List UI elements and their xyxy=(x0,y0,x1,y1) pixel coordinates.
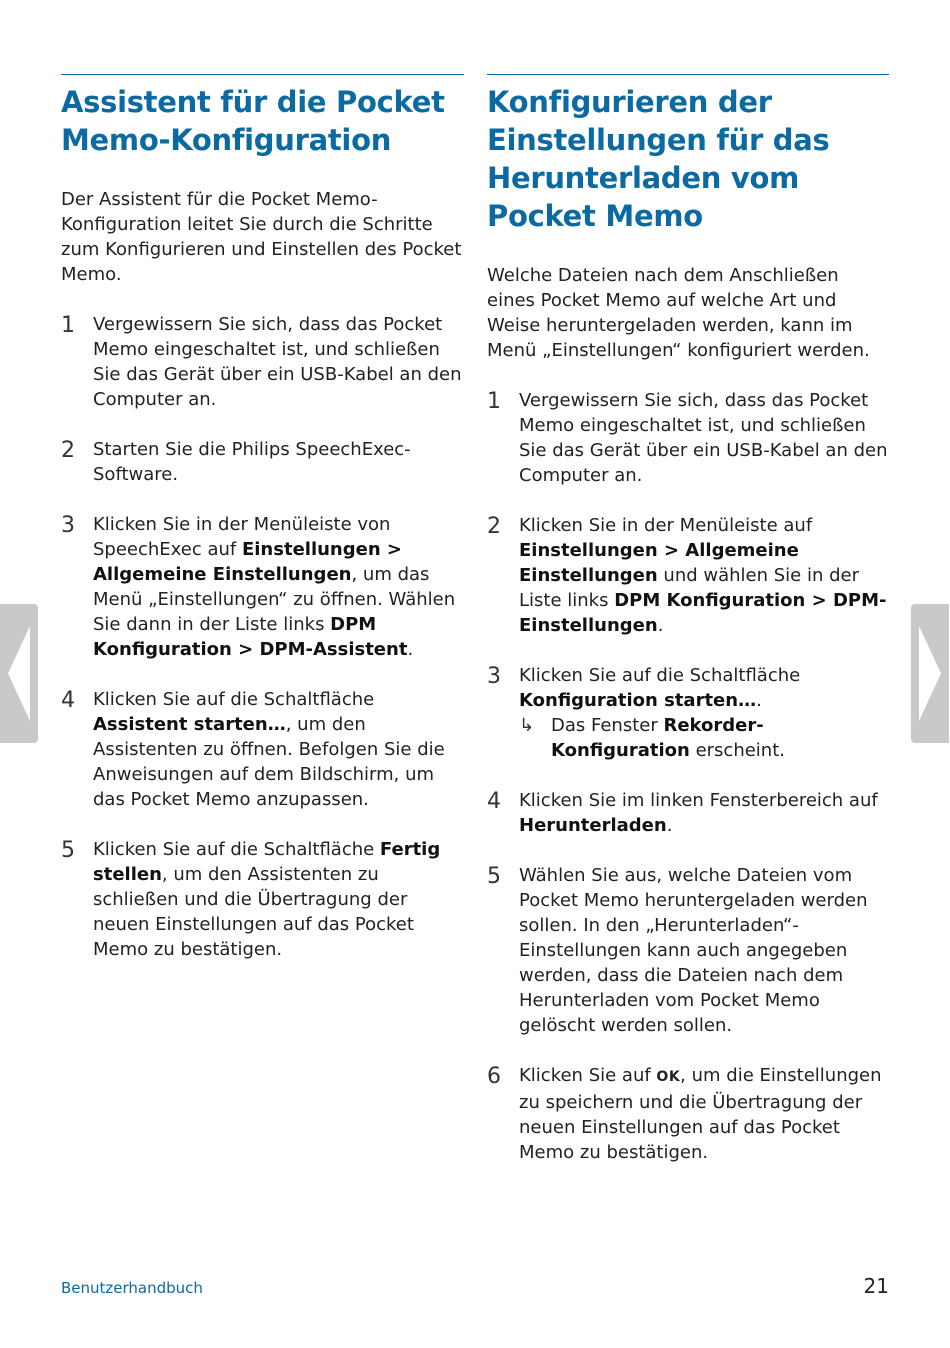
step-item xyxy=(61,687,464,812)
button-name: Assistent starten… xyxy=(93,714,286,735)
section-title: Konfigurieren der Einstellungen für das Herunterladen vom Pocket Memo xyxy=(487,85,830,233)
section-rule xyxy=(487,74,889,75)
button-name: Konfiguration starten… xyxy=(519,690,757,711)
step-text: Vergewissern Sie sich, dass das Pocket Memo eingeschaltet ist, und schließen Sie das Gerät über ein USB-Kabel an den Computer an. xyxy=(519,390,888,486)
step-item xyxy=(61,512,464,662)
button-name: OK xyxy=(656,1069,681,1085)
step-number: 6 xyxy=(487,1064,501,1089)
step-text: Klicken Sie auf xyxy=(519,1065,657,1086)
step-text: . xyxy=(756,690,762,711)
menu-path: DPM Konfiguration > DPM-Assistent xyxy=(93,614,408,660)
result-arrow-icon: ↳ xyxy=(519,715,535,736)
step-item xyxy=(487,788,889,838)
step-number: 5 xyxy=(61,838,75,863)
section-title: Assistent für die Pocket Memo-Konfiguration xyxy=(61,85,445,157)
step-number: 4 xyxy=(487,789,501,814)
step-text: Starten Sie die Philips SpeechExec-Software. xyxy=(93,439,411,485)
step-text: , um den Assistenten zu öffnen. Befolgen Sie die Anweisungen auf dem Bildschirm, um das Pocket Memo anzupassen. xyxy=(93,714,445,810)
step-item xyxy=(61,312,464,412)
step-text: Klicken Sie in der Menüleiste auf xyxy=(519,515,813,536)
section-intro: Welche Dateien nach dem Anschließen eines Pocket Memo auf welche Art und Weise heruntergeladen werden, kann im Menü „Einstellungen“ konfiguriert werden. xyxy=(487,265,870,361)
step-item xyxy=(487,388,889,488)
step-number: 1 xyxy=(487,389,501,414)
step-item xyxy=(61,437,464,487)
step-text: . xyxy=(657,615,664,636)
step-text: Klicken Sie auf die Schaltfläche xyxy=(519,665,801,686)
steps-list xyxy=(487,388,889,1165)
menu-path: Einstellungen > Allgemeine Einstellungen xyxy=(93,539,402,585)
step-number: 2 xyxy=(61,438,75,463)
step-item xyxy=(61,837,464,962)
step-text: Klicken Sie im linken Fensterbereich auf xyxy=(519,790,878,811)
step-text: Klicken Sie in der Menüleiste von SpeechExec auf xyxy=(93,514,391,560)
menu-path: DPM Konfiguration > DPM-Einstellungen xyxy=(519,590,887,636)
step-text: . xyxy=(407,639,414,660)
step-item xyxy=(487,1063,889,1165)
section-intro: Der Assistent für die Pocket Memo-Konfiguration leitet Sie durch die Schritte zum Konfigurieren und Einstellen des Pocket Memo. xyxy=(61,189,462,285)
triangle-right-icon xyxy=(911,604,949,743)
step-text: , um den Assistenten zu schließen und die Übertragung der neuen Einstellungen auf das Pocket Memo zu bestätigen. xyxy=(93,864,414,960)
step-text: Wählen Sie aus, welche Dateien vom Pocket Memo heruntergeladen werden sollen. In den „Herunterladen“-Einstellungen kann auch angegeben werden, dass die Dateien nach dem Herunterladen vom Pocket Memo gelöscht werden sollen. xyxy=(519,865,868,1036)
result-text: Das Fenster xyxy=(551,715,664,736)
left-column xyxy=(61,74,464,987)
step-item xyxy=(487,863,889,1038)
step-item xyxy=(487,513,889,638)
step-item xyxy=(487,663,889,763)
step-text: und wählen Sie in der Liste links xyxy=(519,565,859,611)
next-page-tab[interactable] xyxy=(911,604,949,743)
step-number: 1 xyxy=(61,313,75,338)
result-text: erscheint. xyxy=(689,740,785,761)
steps-list xyxy=(61,312,464,962)
step-number: 4 xyxy=(61,688,75,713)
page-number: 21 xyxy=(863,1274,889,1298)
footer-label: Benutzerhandbuch xyxy=(61,1279,203,1297)
step-number: 3 xyxy=(487,664,501,689)
triangle-left-icon xyxy=(0,604,38,743)
button-name: Fertig stellen xyxy=(93,839,441,885)
step-text: Vergewissern Sie sich, dass das Pocket Memo eingeschaltet ist, und schließen Sie das Gerät über ein USB-Kabel an den Computer an. xyxy=(93,314,462,410)
step-text: , um die Einstellungen zu speichern und die Übertragung der neuen Einstellungen auf das Pocket Memo zu bestätigen. xyxy=(519,1065,882,1163)
step-text: . xyxy=(666,815,673,836)
step-text: Klicken Sie auf die Schaltfläche xyxy=(93,689,375,710)
step-text: Klicken Sie auf die Schaltfläche xyxy=(93,839,380,860)
window-name: Rekorder-Konfiguration xyxy=(551,715,764,761)
step-result xyxy=(519,713,889,763)
menu-item-name: Herunterladen xyxy=(519,815,667,836)
step-number: 2 xyxy=(487,514,501,539)
previous-page-tab[interactable] xyxy=(0,604,38,743)
step-number: 5 xyxy=(487,864,501,889)
section-rule xyxy=(61,74,464,75)
step-text: , um das Menü „Einstellungen“ zu öffnen. Wählen Sie dann in der Liste links xyxy=(93,564,456,635)
menu-path: Einstellungen > Allgemeine Einstellungen xyxy=(519,540,799,586)
right-column xyxy=(487,74,889,1190)
step-number: 3 xyxy=(61,513,75,538)
